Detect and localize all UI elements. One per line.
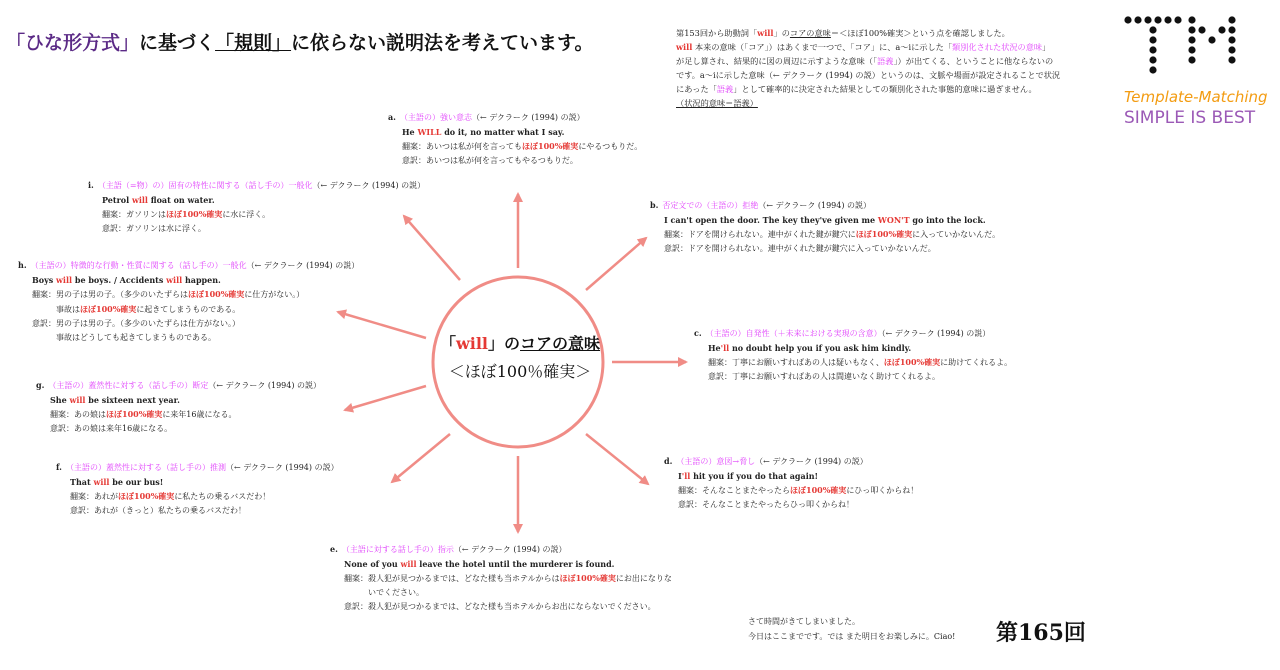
meaning-item-g: g. （主語の）蓋然性に対する（話し手の）断定（← デクラーク (1994) の説） She will be sixteen next year. 翻案：あの娘はほぼ100%確実に来年16歳になる。 意訳：あの娘は来年16歳になる。 [36,380,322,433]
meaning-item-f: f. （主語の）蓋然性に対する（話し手の）推測（← デクラーク (1994) の説） That will be our bus! 翻案：あれがほぼ100%確実に私たちの乗るバスだわ！ 意訳：あれが（きっと）私たちの乗るバスだわ！ [56,462,339,515]
meaning-item-d: d. （主語の）意図→脅し（← デクラーク (1994) の説） I'll hit you if you do that again! 翻案：そんなことまたやったらほぼ100%確実にひっ叩くからね！ 意訳：そんなことまたやったらひっ叩くからね！ [664,456,919,509]
note-line-2: will 本来の意味（「コア」）はあくまで一つで、「コア」に、a〜iに示した「類別化された状況の意味」 [676,42,1051,52]
meaning-item-h: h. （主語の）特徴的な行動・性質に関する（話し手の）一般化（← デクラーク (1994) の説） Boys will be boys. / Accidents will happen. 翻案：男の子は男の子。（多少のいたずらはほぼ100%確実に仕方がない。） 事故はほぼ100%確実に起きてしまうものである。 意訳：男の子は男の子。（多少のいたずらは仕方がない。） 事故はどうしても起きてしまうものである。 [18,260,360,342]
note-line-1: 第153回から助動詞「will」のコアの意味＝＜ほぼ100%確実＞という点を確認しました。 [676,28,1010,38]
title-part-rest: に依らない説明法を考えています。 [291,32,594,54]
arrow-to-d [586,434,648,484]
meaning-item-e: e. （主語に対する話し手の）指示（← デクラーク (1994) の説） None of you will leave the hotel until the murderer is found. 翻案：殺人犯が見つかるまでは、どなた様も当ホテルからはほぼ100%確実にお出になりな いでください。 意訳：殺人犯が見つかるまでは、どなた様も当ホテルからお出にならないでください。 [330,544,672,611]
note-line-3: が足し算され、結果的に図の周辺に示すような意味（「語義」）が出てくる、ということに他ならないの [676,56,1054,66]
arrow-to-b [586,238,646,290]
episode-number: 第165回 [996,620,1086,646]
note-line-4: です。a〜iに示した意味（← デクラーク (1994) の説）というのは、文脈や場面が設定されることで状況 [676,70,1061,80]
meaning-item-a: a. （主語の）強い意志（← デクラーク (1994) の説） He WILL do it, no matter what I say. 翻案：あいつは私が何を言ってもほぼ100%確実にやるつもりだ。 意訳：あいつは私が何を言ってもやるつもりだ。 [388,112,643,165]
note-line-5: にあった「語義」として確率的に決定された結果としての類別化された事態的意味に過ぎません。 [676,84,1037,94]
core-title: 「will」のコアの意味 [439,334,601,353]
closing-line-1: さて時間がきてしまいました。 [748,617,860,626]
core-meaning [425,330,615,386]
meaning-item-c: c. （主語の）自発性（＋未来における実現の含意）（← デクラーク (1994) の説） He'll no doubt help you if you ask him kindly. 翻案：丁寧にお願いすればあの人は疑いもなく、ほぼ100%確実に助けてくれるよ。 意訳：丁寧にお願いすればあの人は間違いなく助けてくれるよ。 [694,328,1013,381]
meaning-item-b: b. 否定文での（主語の）拒絶（← デクラーク (1994) の説） I can't open the door. The key they've given me WON'T go into the lock. 翻案：ドアを開けられない。連中がくれた鍵が鍵穴にほぼ100%確実に入っていかないんだ。 意訳：ドアを開けられない。連中がくれた鍵が鍵穴に入っていかないんだ。 [650,200,1001,253]
title-part-basis: に基づく [139,32,216,54]
logo-tagline: Template-Matching [1124,88,1268,106]
arrow-to-g [345,386,426,410]
logo-slogan: SIMPLE IS BEST [1124,108,1256,128]
arrow-to-f [392,434,450,482]
core-value: ＜ほぼ100％確実＞ [448,362,592,381]
title-part-rule: 「規則」 [215,32,292,54]
closing-line-2: 今日はここまでです。では また明日をお楽しみに。Ciao! [748,632,956,641]
note-line-6: （状況的意味＝語義） [676,98,758,108]
meaning-item-i: i. （主語（=物）の）固有の特性に関する（話し手の）一般化（← デクラーク (1994) の説） Petrol will float on water. 翻案：ガソリンはほぼ100%確実に水に浮く。 意訳：ガソリンは水に浮く。 [88,180,426,233]
closing-message [748,614,955,644]
title-part-hinagata: 「ひな形方式」 [6,32,140,54]
